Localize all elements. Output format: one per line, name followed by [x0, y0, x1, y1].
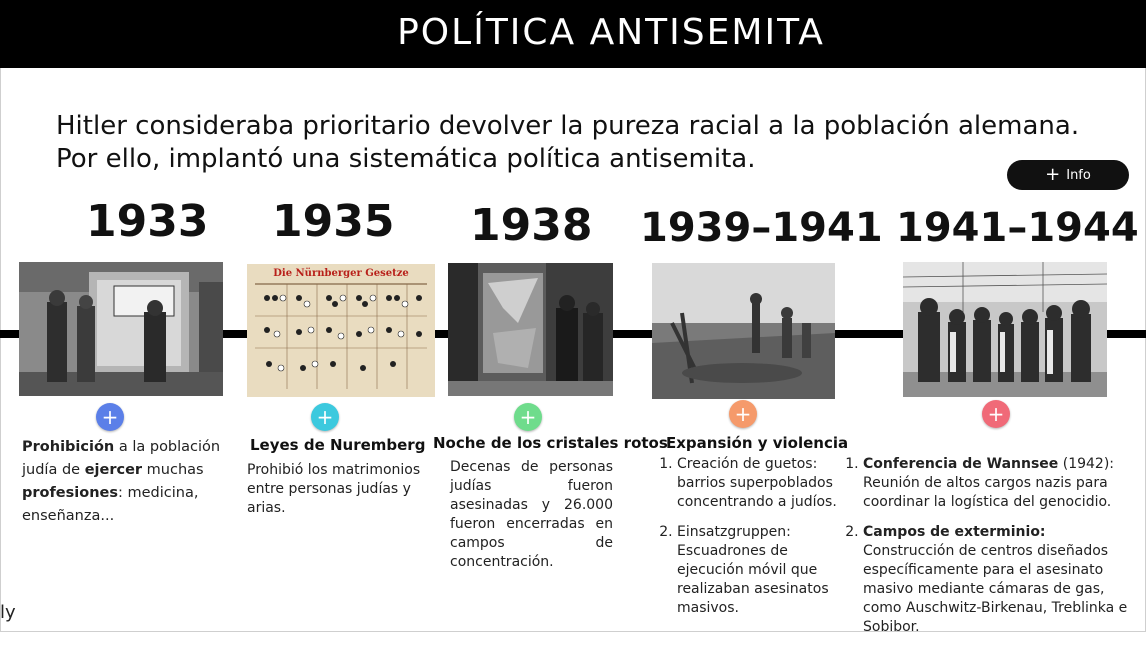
plus-icon: +	[519, 405, 537, 429]
intro-line-2: Por ello, implantó una sistemática política antisemita.	[56, 144, 756, 174]
plus-icon: +	[1045, 164, 1061, 185]
list-item: 2. Einsatzgruppen: Escuadrones de ejecución móvil que realizaban asesinatos masivos.	[677, 523, 851, 618]
list-item: 1. Conferencia de Wannsee (1942): Reunión de altos cargos nazis para coordinar la logística del genocidio.	[863, 455, 1139, 512]
list-item: 1. Creación de guetos: barrios superpoblados concentrando a judíos.	[677, 455, 851, 512]
title-1935: Leyes de Nuremberg	[250, 436, 426, 454]
info-button[interactable]	[1007, 160, 1129, 190]
title-1938: Noche de los cristales rotos	[433, 434, 668, 452]
text-1938: Decenas de personas judías fueron asesinadas y 26.000 fueron encerradas en campos de concentración.	[450, 459, 613, 570]
text-1933: Prohibición a la población judía de ejercer muchas profesiones: medicina, enseñanza...	[22, 439, 221, 524]
text-bold-ejercer: ejercer	[84, 462, 143, 478]
plus-icon: +	[101, 405, 119, 429]
title-1939-1941: Expansión y violencia	[666, 434, 849, 452]
photo-camp	[903, 262, 1107, 397]
photo-boycott-1933	[19, 262, 223, 396]
plus-icon: +	[734, 402, 752, 426]
year-1939-1941: 1939–1941	[640, 205, 883, 251]
list-item: 2. Campos de exterminio: Construcción de centros diseñados específicamente para el asesinato masivo mediante cámaras de gas, como Auschwitz-Birkenau, Treblinka e Sobibor.	[863, 523, 1139, 637]
text-bold-profesiones: profesiones	[22, 485, 118, 501]
photo-nuremberg-poster	[247, 264, 435, 397]
poster-heading	[273, 268, 409, 279]
svg-text:Die Nürnberger Gesetze: Die Nürnberger Gesetze	[273, 268, 409, 279]
expand-button-1939-1941[interactable]	[729, 400, 757, 428]
watermark: ly	[0, 602, 16, 623]
intro-text	[56, 110, 1141, 176]
photo-expansion	[652, 263, 835, 399]
year-1938: 1938	[470, 200, 593, 251]
page-title: POLÍTICA ANTISEMITA	[397, 12, 825, 53]
list-1941-1944	[847, 455, 1139, 648]
year-1933: 1933	[86, 196, 209, 247]
expand-button-1933[interactable]	[96, 403, 124, 431]
intro-line-1: Hitler consideraba prioritario devolver la pureza racial a la población alemana.	[56, 111, 1080, 141]
expand-button-1941-1944[interactable]	[982, 400, 1010, 428]
header-bar	[0, 0, 1146, 68]
info-label: Info	[1066, 167, 1091, 183]
year-1941-1944: 1941–1944	[896, 205, 1139, 251]
plus-icon: +	[987, 402, 1005, 426]
text-1935: Prohibió los matrimonios entre personas judías y arias.	[247, 462, 421, 516]
expand-button-1935[interactable]	[311, 403, 339, 431]
year-1935: 1935	[272, 196, 395, 247]
photo-kristallnacht	[448, 263, 613, 396]
plus-icon: +	[316, 405, 334, 429]
list-1939-1941	[661, 455, 851, 629]
text-bold-prohibicion: Prohibición	[22, 439, 115, 455]
expand-button-1938[interactable]	[514, 403, 542, 431]
